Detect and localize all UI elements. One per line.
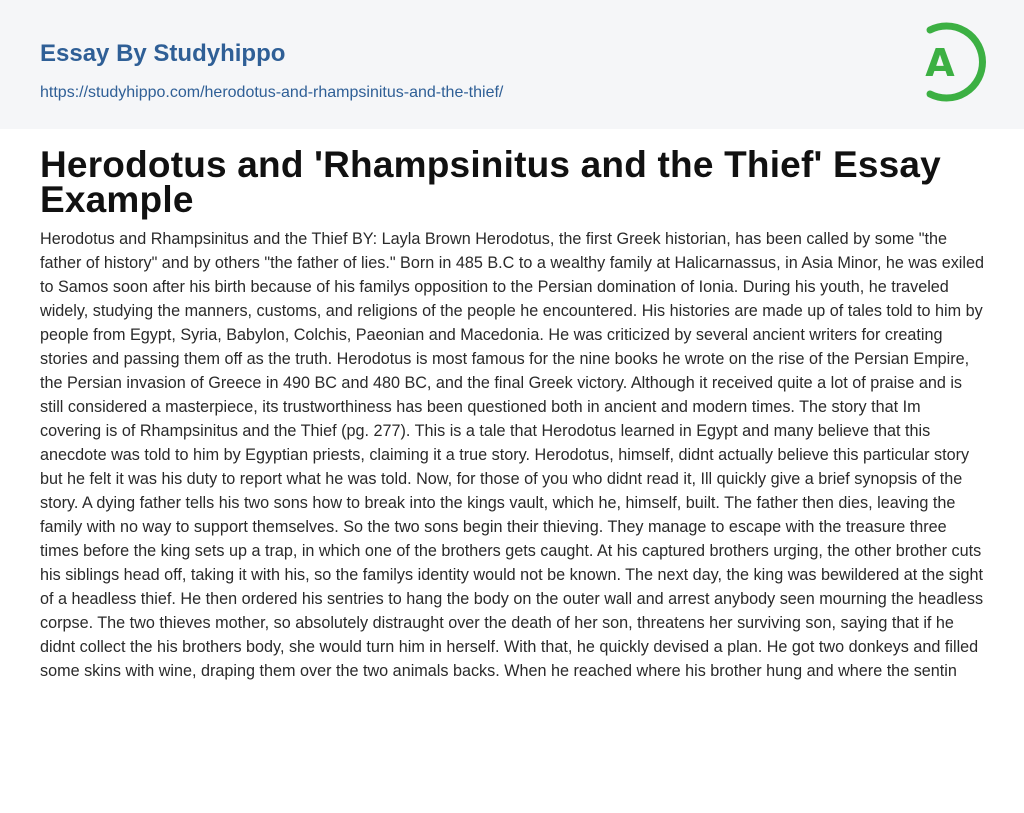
studyhippo-logo-icon[interactable]	[914, 20, 986, 104]
article-body: Herodotus and Rhampsinitus and the Thief BY: Layla Brown Herodotus, the first Greek historian, has been called by some "the father of history" and by others "the father of lies." Born in 485 B.C to a wealthy family at Halicarnassus, in Asia Minor, he was exiled to Samos soon after his birth because of his familys opposition to the Persian domination of Ionia. During his youth, he traveled widely, studying the manners, customs, and religions of the people he encountered. His histories are made up of tales told to him by people from Egypt, Syria, Babylon, Colchis, Paeonian and Macedonia. He was criticized by several ancient writers for creating stories and passing them off as the truth. Herodotus is most famous for the nine books he wrote on the rise of the Persian Empire, the Persian invasion of Greece in 490 BC and 480 BC, and the final Greek victory. Although it received quite a lot of praise and is still considered a masterpiece, its trustworthiness has been questioned both in ancient and modern times. The story that Im covering is of Rhampsinitus and the Thief (pg. 277). This is a tale that Herodotus learned in Egypt and many believe that this anecdote was told to him by Egyptian priests, claiming it a true story. Herodotus, himself, didnt actually believe this particular story but he felt it was his duty to report what he was told. Now, for those of you who didnt read it, Ill quickly give a brief synopsis of the story. A dying father tells his two sons how to break into the kings vault, which he, himself, built. The father then dies, leaving the family with no way to support themselves. So the two sons begin their thieving. They manage to escape with the treasure three times before the king sets up a trap, in which one of the brothers gets caught. At his captured brothers urging, the other brother cuts his siblings head off, taking it with his, so the familys identity would not be known. The next day, the king was bewildered at the sight of a headless thief. He then ordered his sentries to hang the body on the outer wall and arrest anybody seen mourning the headless corpse. The two thieves mother, so absolutely distraught over the death of her son, threatens her surviving son, saying that if he didnt collect the his brothers body, she would turn him in herself. With that, he quickly devised a plan. He got two donkeys and filled some skins with wine, draping them over the two animals backs. When he reached where his brother hung and where the sentin	[40, 230, 984, 680]
site-brand[interactable]: Essay By Studyhippo	[40, 40, 286, 67]
article-main	[0, 144, 1024, 683]
article-url-link[interactable]: https://studyhippo.com/herodotus-and-rhampsinitus-and-the-thief/	[40, 84, 504, 101]
site-header	[0, 0, 1024, 129]
article-title: Herodotus and 'Rhampsinitus and the Thief' Essay Example	[40, 144, 941, 220]
logo-letter: A	[925, 41, 955, 85]
